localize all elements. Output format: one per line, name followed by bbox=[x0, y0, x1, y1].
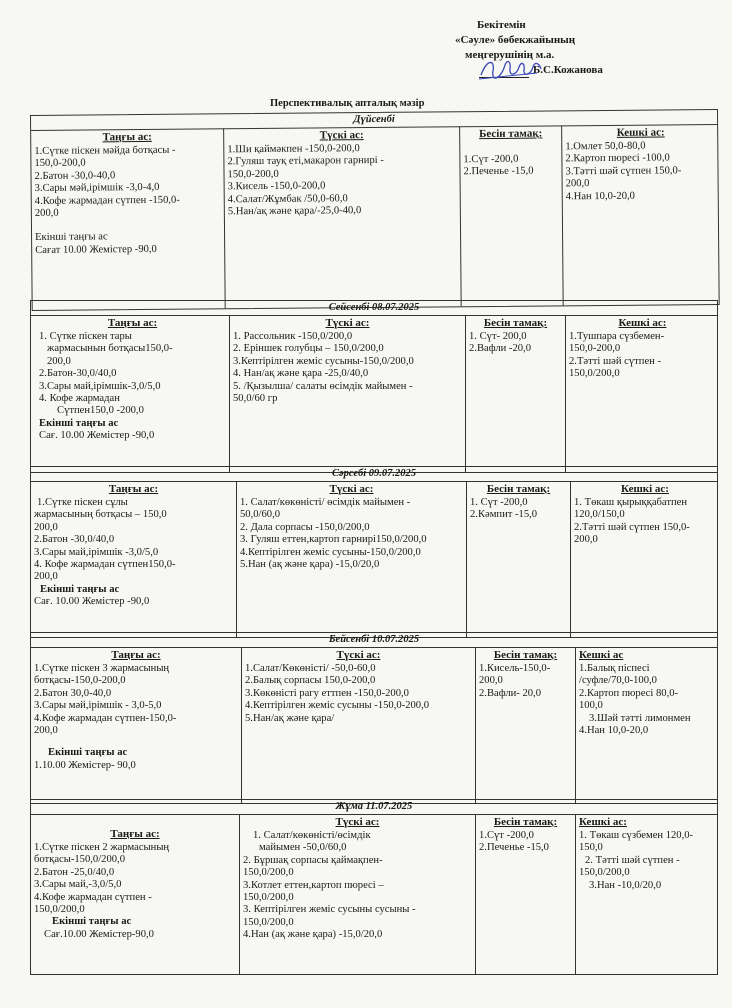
lunch-heading: Түскі ас: bbox=[329, 483, 374, 495]
menu-item: 3.Котлет еттен,картоп пюресі – bbox=[243, 879, 384, 891]
lunch-heading: Түскі ас: bbox=[336, 649, 381, 661]
menu-item: 3.Кисель -150,0-200,0 bbox=[227, 180, 326, 193]
menu-item bbox=[34, 737, 238, 747]
menu-item: 4.Кофе жармадан сүтпен - bbox=[34, 891, 152, 903]
menu-item: 200,0 bbox=[47, 355, 71, 367]
day-heading: Бейсенбі 10.07.2025 bbox=[31, 633, 717, 648]
dinner-heading: Кешкі ас: bbox=[616, 126, 665, 139]
menu-item: 150,0/200,0 bbox=[243, 916, 294, 928]
menu-item: 3.Тәтті шәй сүтпен 150,0- bbox=[565, 165, 682, 178]
snack-cell bbox=[475, 647, 575, 803]
menu-item: 4.Кофе жармадан сүтпен-150,0- bbox=[34, 712, 177, 724]
menu-item: 2.Вафли- 20,0 bbox=[479, 687, 541, 699]
menu-item: 1. Салат/көкөністі/ өсімдік майымен - bbox=[240, 497, 411, 508]
menu-item: 2.Батон -30,0/40,0 bbox=[34, 534, 115, 546]
breakfast-heading: Таңғы ас: bbox=[107, 317, 158, 329]
menu-item: майымен -50,0/60,0 bbox=[259, 842, 347, 854]
snack-heading: Бесін тамақ: bbox=[478, 127, 543, 141]
menu-item: 4.Кептірілген жеміс сусыны -150,0-200,0 bbox=[245, 700, 430, 712]
menu-item: 3.Сары май,ірімшік -3,0/5,0 bbox=[34, 546, 159, 558]
menu-item: 3.Сары май,ірімшік-3,0/5,0 bbox=[39, 380, 161, 392]
menu-item: 3. Кептірілген жеміс сусыны сусыны - bbox=[243, 904, 416, 916]
lunch-cell bbox=[239, 814, 475, 974]
menu-item: 4.Салат/Жұмбак /50,0-60,0 bbox=[227, 192, 348, 205]
lunch-cell bbox=[241, 647, 475, 803]
snack-heading: Бесін тамақ: bbox=[483, 317, 548, 329]
menu-item: 200,0 bbox=[479, 675, 503, 687]
approval-line-position: меңгерушінің м.а. bbox=[465, 49, 555, 61]
menu-item: 2. Бұршақ сорпасы қаймақпен- bbox=[243, 854, 383, 866]
menu-item: 1.Сүт -200,0 bbox=[463, 153, 519, 166]
menu-item: Сағ. 10.00 Жемістер -90,0 bbox=[39, 430, 155, 442]
menu-item: 2.Тәтті шәй сүтпен 150,0- bbox=[574, 521, 690, 533]
menu-item: 1. Төкаш қырыққабатпен bbox=[574, 497, 688, 508]
menu-item: Сағ. 10.00 Жемістер -90,0 bbox=[34, 596, 150, 608]
menu-item: 1.Кисель-150,0- bbox=[479, 663, 551, 674]
breakfast-heading: Таңғы ас: bbox=[102, 130, 152, 144]
menu-item: ботқасы-150,0-200,0 bbox=[34, 675, 126, 687]
menu-item: 5.Нан (ақ және қара) -15,0/20,0 bbox=[240, 559, 380, 571]
breakfast-cell bbox=[31, 647, 241, 803]
menu-item: 1.Сүтке піскен 2 жармасының bbox=[34, 842, 170, 853]
dinner-cell bbox=[561, 124, 721, 305]
menu-item: 2. Дала сорпасы -150,0/200,0 bbox=[240, 521, 370, 533]
lunch-heading: Түскі ас: bbox=[335, 816, 380, 828]
menu-item: 150,0/200,0 bbox=[579, 867, 630, 879]
dinner-heading: Кешкі ас: bbox=[579, 816, 627, 828]
menu-item: 1.Сүтке піскен 3 жармасының bbox=[34, 663, 170, 674]
menu-item: 200,0 bbox=[34, 207, 59, 219]
menu-item: 2.Балық сорпасы 150,0-200,0 bbox=[245, 675, 376, 687]
day-heading: Дүйсенбі bbox=[31, 110, 717, 131]
day-block-tuesday bbox=[30, 300, 718, 473]
menu-item: 100,0 bbox=[579, 700, 603, 712]
menu-item: 150,0 bbox=[579, 842, 603, 854]
menu-item: 4.Нан 10,0-20,0 bbox=[565, 190, 636, 202]
menu-item: 200,0 bbox=[34, 725, 58, 737]
menu-item: 5.Нан/ақ және қара/ bbox=[245, 712, 335, 724]
second-breakfast-heading: Екінші таңғы ас bbox=[48, 747, 128, 759]
menu-item: 2. Еріншек голубцы – 150,0/200,0 bbox=[233, 343, 384, 355]
signature-image bbox=[477, 55, 547, 83]
menu-item: 2.Батон -25,0/40,0 bbox=[34, 866, 115, 878]
menu-item: 4. Нан/ақ және қара -25,0/40,0 bbox=[233, 368, 369, 380]
snack-cell bbox=[466, 481, 570, 637]
menu-item: 2.Картоп пюресі -100,0 bbox=[565, 152, 670, 165]
menu-item: 1.Ши қаймәкпен -150,0-200,0 bbox=[227, 143, 360, 156]
menu-item: 150,0/200,0 bbox=[34, 904, 85, 916]
menu-item: 1. Төкаш сүзбемен 120,0- bbox=[579, 830, 694, 841]
menu-item: 150,0-200,0 bbox=[569, 343, 621, 355]
day-heading: Сейсенбі 08.07.2025 bbox=[31, 301, 717, 316]
menu-item: 1.10.00 Жемістер- 90,0 bbox=[34, 759, 136, 771]
second-breakfast-heading: Екінші таңғы ас bbox=[52, 916, 132, 928]
menu-item: 1. Салат/көкөністі/өсімдік bbox=[253, 830, 371, 841]
menu-item: 3.Көкөністі рагу еттпен -150,0-200,0 bbox=[245, 687, 409, 699]
menu-item: 2.Батон 30,0-40,0 bbox=[34, 687, 112, 699]
approval-line-approve: Бекітемін bbox=[477, 19, 526, 31]
dinner-heading: Кешкі ас bbox=[579, 649, 624, 661]
menu-item: 4.Нан 10,0-20,0 bbox=[579, 725, 649, 737]
menu-item: 3.Шәй тәтті лимонмен bbox=[589, 712, 691, 724]
snack-cell bbox=[475, 814, 575, 974]
day-block-friday bbox=[30, 799, 718, 975]
menu-item: 4.Нан (ақ және қара) -15,0/20,0 bbox=[243, 929, 383, 941]
dinner-cell bbox=[575, 814, 719, 974]
menu-item: 2.Вафли -20,0 bbox=[469, 343, 531, 355]
menu-item: 1.Тушпара сүзбемен- bbox=[569, 331, 665, 342]
breakfast-cell bbox=[31, 481, 236, 637]
breakfast-heading: Таңғы ас: bbox=[111, 649, 161, 661]
second-breakfast-heading: Екінші таңғы ас bbox=[39, 417, 119, 429]
menu-item: /суфле/70,0-100,0 bbox=[579, 675, 657, 687]
menu-item: 4. Кофе жармадан сүтпен150,0- bbox=[34, 559, 176, 571]
breakfast-cell bbox=[31, 128, 225, 310]
dinner-cell bbox=[565, 315, 719, 472]
menu-item: 3.Сары мәй,ірімшік - 3,0-5,0 bbox=[34, 700, 162, 712]
snack-cell bbox=[465, 315, 565, 472]
breakfast-heading: Таңғы ас: bbox=[108, 483, 159, 495]
menu-item: 150,0-200,0 bbox=[227, 168, 279, 181]
menu-item: 1.Сүт -200,0 bbox=[479, 830, 534, 841]
approval-block bbox=[455, 18, 715, 78]
menu-item: 200,0 bbox=[34, 521, 58, 533]
menu-item: Сағ.10.00 Жемістер-90,0 bbox=[44, 928, 154, 940]
menu-item bbox=[463, 141, 558, 154]
menu-item: 3.Сары мәй,ірімшік -3,0-4,0 bbox=[34, 182, 160, 195]
menu-item: 50,0/60,0 bbox=[240, 509, 281, 521]
menu-item: 3.Нан -10,0/20,0 bbox=[589, 879, 662, 891]
lunch-cell bbox=[229, 315, 465, 472]
approval-line-name bbox=[455, 63, 715, 78]
second-breakfast-heading: Екінші таңғы ас bbox=[40, 583, 120, 595]
lunch-cell bbox=[236, 481, 466, 637]
menu-item: 2.Батон-30,0/40,0 bbox=[39, 368, 117, 380]
dinner-heading: Кешкі ас: bbox=[618, 317, 667, 329]
menu-item: 3. Гуляш еттен,картоп гарнирі150,0/200,0 bbox=[240, 534, 427, 546]
menu-item: 4.Кептірілген жеміс сусыны-150,0/200,0 bbox=[240, 546, 421, 558]
menu-item: 2. Тәтті шәй сүтпен - bbox=[585, 854, 680, 866]
dinner-cell bbox=[570, 481, 719, 637]
snack-heading: Бесін тамақ: bbox=[493, 816, 558, 828]
menu-item: 2.Картоп пюресі 80,0- bbox=[579, 687, 679, 699]
menu-item: 150,0/200,0 bbox=[569, 368, 620, 380]
menu-item: жармасынын ботқасы150,0- bbox=[47, 343, 173, 355]
menu-item: 1.Сүтке піскен мәйда ботқасы - bbox=[34, 144, 176, 157]
menu-item: 5.Нан/ақ және қара/-25,0-40,0 bbox=[227, 205, 362, 218]
menu-item: 120,0/150,0 bbox=[574, 509, 625, 521]
lunch-heading: Түскі ас: bbox=[325, 317, 370, 329]
menu-item: 2.Гуляш тауқ еті,макарон гарнирі - bbox=[227, 155, 384, 168]
approver-name: Б.С.Кожанова bbox=[533, 64, 603, 76]
menu-item: 150,0/200,0 bbox=[243, 892, 294, 904]
dinner-cell bbox=[575, 647, 719, 803]
breakfast-cell bbox=[31, 315, 229, 472]
menu-item: 3.Кептірілген жеміс сусыны-150,0/200,0 bbox=[233, 355, 414, 367]
menu-item: 1.Балық піспесі bbox=[579, 663, 650, 674]
breakfast-heading: Таңғы ас: bbox=[110, 828, 160, 840]
day-block-monday bbox=[30, 109, 720, 311]
second-breakfast-heading: Екінші таңғы ас bbox=[35, 231, 108, 244]
menu-item: 3.Сары май,-3,0/5,0 bbox=[34, 879, 122, 891]
lunch-heading: Түскі ас: bbox=[319, 129, 364, 142]
menu-item: 50,0/60 гр bbox=[233, 393, 278, 405]
day-block-wednesday bbox=[30, 466, 718, 638]
day-heading: Жұма 11.07.2025 bbox=[31, 800, 717, 815]
snack-cell bbox=[459, 125, 563, 306]
dinner-heading: Кешкі ас: bbox=[621, 483, 669, 495]
menu-item: ботқасы-150,0/200,0 bbox=[34, 854, 125, 866]
menu-item: 5. /Қызылша/ салаты өсімдік майымен - bbox=[233, 380, 413, 392]
menu-item: 1.Сүтке піскен сұлы bbox=[37, 497, 128, 508]
snack-heading: Бесін тамақ: bbox=[493, 649, 558, 661]
menu-item: 200,0 bbox=[34, 571, 58, 583]
menu-item: 1. Сүтке піскен тары bbox=[39, 331, 132, 342]
menu-item: Сүтпен150,0 -200,0 bbox=[57, 405, 144, 417]
menu-item: 1.Омлет 50,0-80,0 bbox=[565, 140, 646, 153]
snack-heading: Бесін тамақ: bbox=[486, 483, 551, 495]
menu-item: 2.Батон -30,0-40,0 bbox=[34, 170, 116, 182]
menu-item: 2.Печенье -15,0 bbox=[463, 166, 534, 178]
document-title: Перспективалық апталық мәзір bbox=[270, 98, 425, 109]
menu-item: 1. Сүт -200,0 bbox=[470, 497, 528, 508]
menu-item: 2.Кәмпит -15,0 bbox=[470, 509, 538, 521]
menu-item: 4. Кофе жармадан bbox=[39, 393, 120, 405]
day-heading: Сәрсебі 09.07.2025 bbox=[31, 467, 717, 482]
menu-item: Сағат 10.00 Жемістер -90,0 bbox=[35, 243, 157, 256]
approval-line-org: «Сәуле» бөбекжайының bbox=[455, 34, 576, 46]
menu-item: 2.Печенье -15,0 bbox=[479, 842, 549, 854]
menu-item: 200,0 bbox=[565, 178, 590, 190]
menu-item: 1. Сүт- 200,0 bbox=[469, 331, 527, 342]
menu-item: 150,0-200,0 bbox=[34, 157, 86, 170]
menu-item: жармасының ботқасы – 150,0 bbox=[34, 509, 167, 521]
breakfast-cell bbox=[31, 814, 239, 974]
menu-item: 4.Кофе жармадан сүтпен -150,0- bbox=[34, 194, 180, 207]
menu-item: 1.Салат/Көкөністі/ -50,0-60,0 bbox=[245, 663, 376, 674]
menu-item: 200,0 bbox=[574, 534, 598, 546]
day-block-thursday bbox=[30, 632, 718, 804]
menu-item: 1. Рассольник -150,0/200,0 bbox=[233, 331, 353, 342]
lunch-cell bbox=[223, 126, 461, 308]
menu-item: 2.Тәтті шәй сүтпен - bbox=[569, 355, 661, 367]
menu-item: 150,0/200,0 bbox=[243, 867, 294, 879]
